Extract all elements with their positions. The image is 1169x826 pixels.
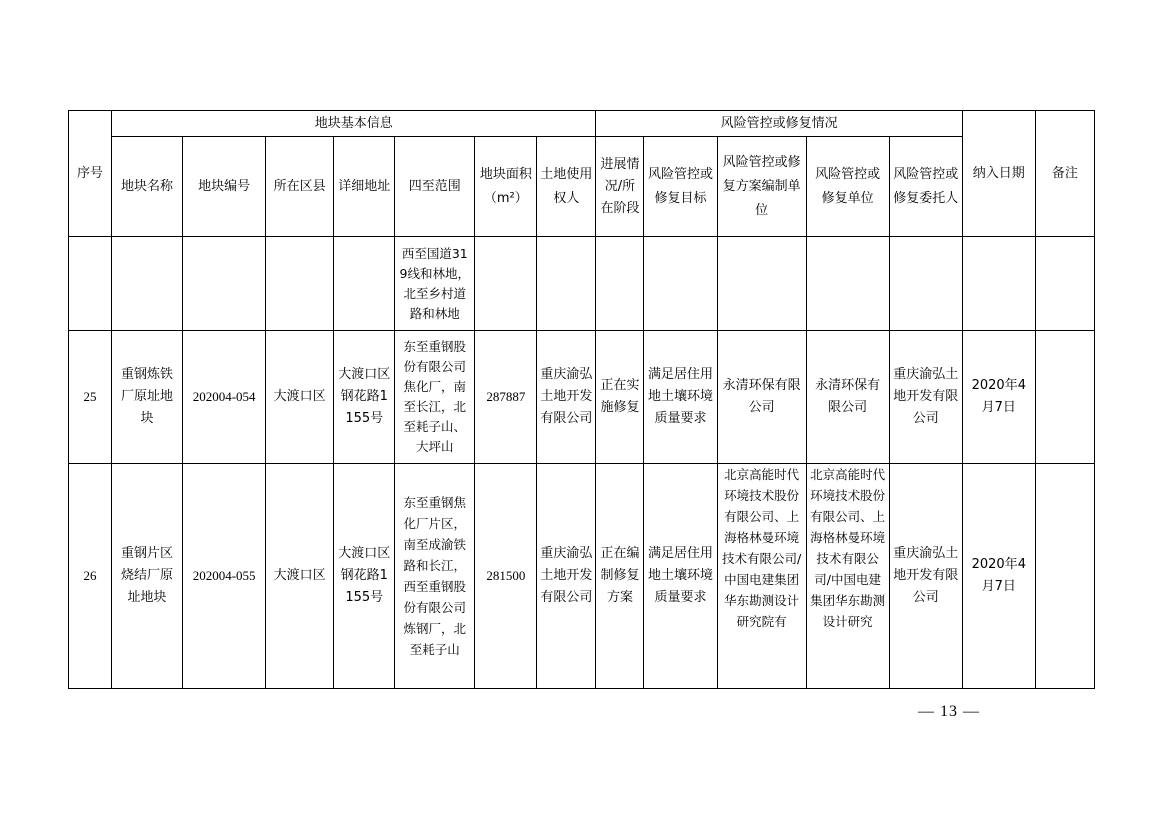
header-group-risk-control: 风险管控或修复情况 [596, 111, 962, 137]
cell-repair-unit [806, 237, 889, 331]
cell-name: 重钢炼铁厂原址地块 [112, 331, 183, 464]
cell-progress: 正在实施修复 [596, 331, 644, 464]
table-row [69, 331, 1095, 464]
header-district: 所在区县 [266, 137, 334, 237]
header-remark: 备注 [1035, 111, 1094, 237]
table-row [69, 464, 1095, 689]
cell-target: 满足居住用地土壤环境质量要求 [644, 331, 717, 464]
header-repair-unit: 风险管控或修复单位 [806, 137, 889, 237]
header-date: 纳入日期 [962, 111, 1035, 237]
cell-owner: 重庆渝弘土地开发有限公司 [537, 331, 596, 464]
cell-code: 202004-054 [183, 331, 266, 464]
cell-bounds: 东至重钢股份有限公司焦化厂，南至长江，北至耗子山、大坪山 [395, 331, 475, 464]
cell-name: 重钢片区烧结厂原址地块 [112, 464, 183, 689]
contaminated-land-table [68, 110, 1095, 689]
header-group-basic-info: 地块基本信息 [112, 111, 596, 137]
cell-remark [1035, 331, 1094, 464]
cell-plan-unit [717, 237, 806, 331]
header-row-columns [69, 137, 1095, 237]
cell-code: 202004-055 [183, 464, 266, 689]
cell-client: 重庆渝弘土地开发有限公司 [889, 464, 962, 689]
cell-seq: 26 [69, 464, 112, 689]
header-target: 风险管控或修复目标 [644, 137, 717, 237]
cell-progress [596, 237, 644, 331]
cell-seq [69, 237, 112, 331]
page-number: — 13 — [918, 703, 980, 720]
cell-repair-unit: 北京高能时代环境技术股份有限公司、上海格林曼环境技术有限公司/中国电建集团华东勘测设计研究 [806, 464, 889, 689]
header-row-group [69, 111, 1095, 137]
cell-code [183, 237, 266, 331]
cell-repair-unit: 永清环保有限公司 [806, 331, 889, 464]
header-area: 地块面积（m²） [475, 137, 537, 237]
table-row [69, 237, 1095, 331]
cell-remark [1035, 464, 1094, 689]
cell-district: 大渡口区 [266, 331, 334, 464]
cell-district: 大渡口区 [266, 464, 334, 689]
header-client: 风险管控或修复委托人 [889, 137, 962, 237]
cell-client: 重庆渝弘土地开发有限公司 [889, 331, 962, 464]
cell-target: 满足居住用地土壤环境质量要求 [644, 464, 717, 689]
cell-plan-unit: 永清环保有限公司 [717, 331, 806, 464]
cell-plan-unit: 北京高能时代环境技术股份有限公司、上海格林曼环境技术有限公司/中国电建集团华东勘测设计研究院有 [717, 464, 806, 689]
cell-bounds: 东至重钢焦化厂片区，南至成渝铁路和长江，西至重钢股份有限公司炼钢厂，北至耗子山 [395, 464, 475, 689]
cell-bounds: 西至国道319线和林地，北至乡村道路和林地 [395, 237, 475, 331]
header-progress: 进展情况/所在阶段 [596, 137, 644, 237]
cell-seq: 25 [69, 331, 112, 464]
cell-date [962, 237, 1035, 331]
cell-progress: 正在编制修复方案 [596, 464, 644, 689]
cell-area: 287887 [475, 331, 537, 464]
header-owner: 土地使用权人 [537, 137, 596, 237]
cell-area [475, 237, 537, 331]
cell-address: 大渡口区钢花路1155号 [334, 464, 395, 689]
header-name: 地块名称 [112, 137, 183, 237]
cell-target [644, 237, 717, 331]
cell-owner [537, 237, 596, 331]
cell-remark [1035, 237, 1094, 331]
header-code: 地块编号 [183, 137, 266, 237]
cell-address: 大渡口区钢花路1155号 [334, 331, 395, 464]
cell-client [889, 237, 962, 331]
cell-name [112, 237, 183, 331]
cell-area: 281500 [475, 464, 537, 689]
cell-address [334, 237, 395, 331]
cell-owner: 重庆渝弘土地开发有限公司 [537, 464, 596, 689]
header-bounds: 四至范围 [395, 137, 475, 237]
data-table-container [68, 110, 1095, 689]
header-plan-unit: 风险管控或修复方案编制单位 [717, 137, 806, 237]
cell-date: 2020年4月7日 [962, 464, 1035, 689]
cell-district [266, 237, 334, 331]
header-address: 详细地址 [334, 137, 395, 237]
cell-date: 2020年4月7日 [962, 331, 1035, 464]
header-seq: 序号 [69, 111, 112, 237]
